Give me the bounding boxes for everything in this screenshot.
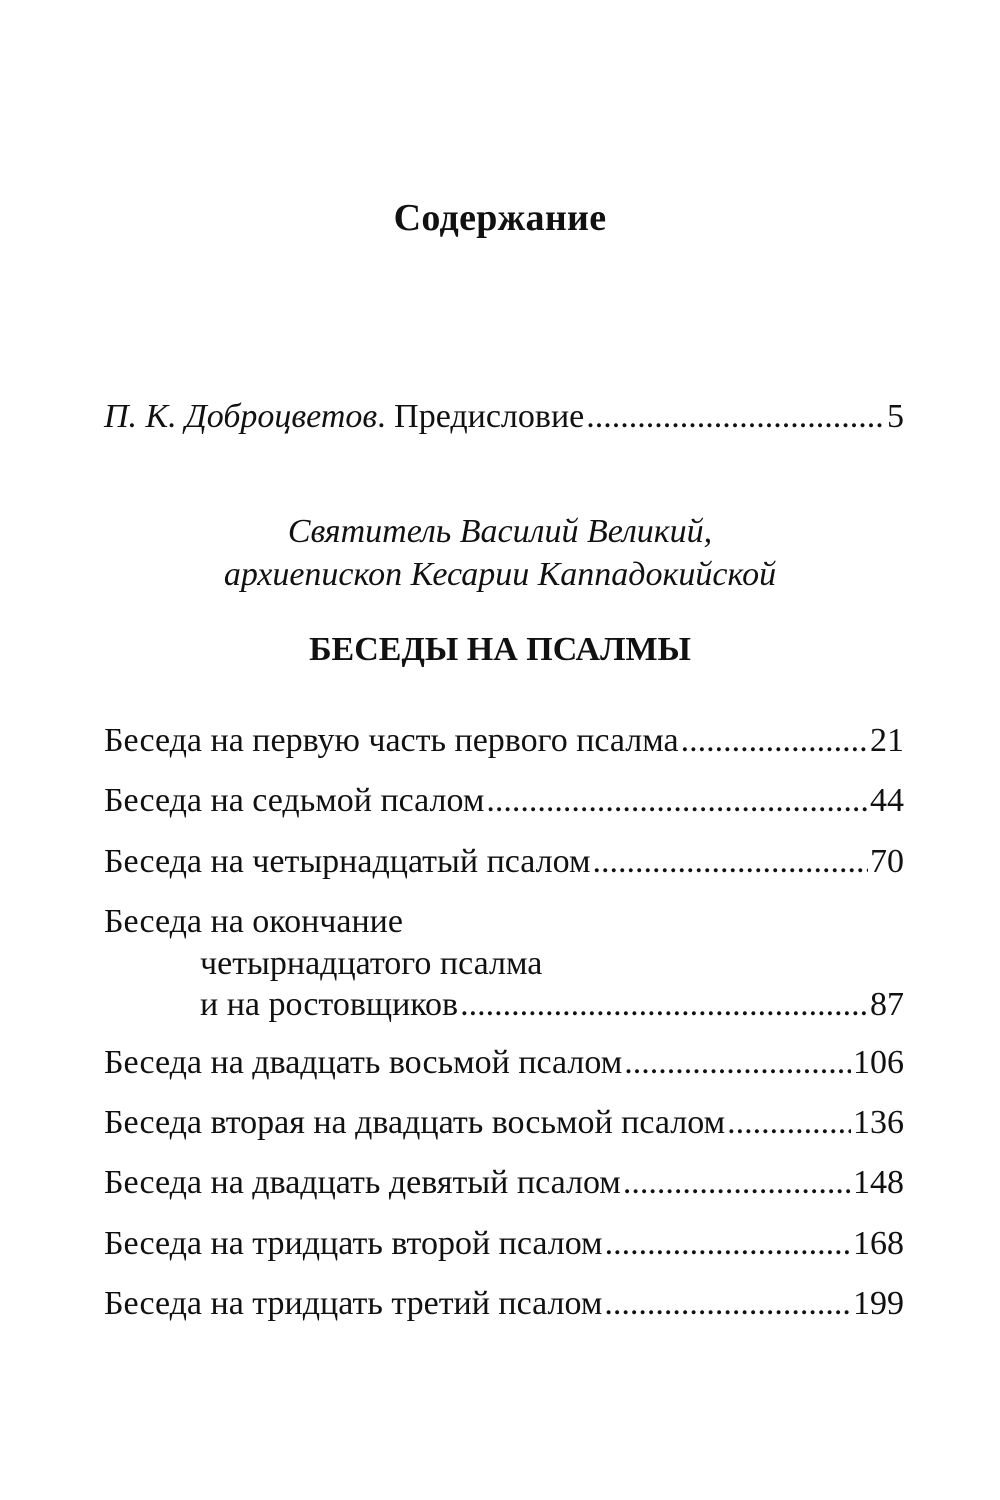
entry-label: Беседа на двадцать девятый псалом: [104, 1164, 621, 1201]
section-heading: БЕСЕДЫ НА ПСАЛМЫ: [309, 631, 691, 668]
page-number: 136: [853, 1104, 904, 1141]
page-number: 5: [887, 398, 904, 435]
page-number: 70: [870, 843, 904, 880]
entry-label-line-3: и на ростовщиков: [200, 986, 459, 1023]
entry-label-line-2: четырнадцатого псалма: [200, 945, 543, 982]
toc-entry[interactable]: [104, 1222, 904, 1266]
page-number: 21: [870, 722, 904, 759]
preface-separator: .: [377, 398, 395, 435]
dot-leader: [623, 1161, 851, 1205]
page-number: 199: [853, 1285, 904, 1322]
author-line-1: Святитель Василий Великий,: [287, 513, 713, 550]
dot-leader: [681, 719, 868, 763]
toc-entry[interactable]: [104, 1041, 904, 1085]
toc-entry[interactable]: [104, 779, 904, 823]
dot-leader: [624, 1041, 851, 1085]
page-number: 44: [870, 782, 904, 819]
dot-leader: [727, 1101, 851, 1145]
page-title: Содержание: [393, 197, 607, 239]
toc-entry[interactable]: [104, 840, 904, 884]
author-line-2: архиепископ Кесарии Каппадокийской: [223, 556, 777, 593]
dot-leader: [586, 395, 885, 439]
entry-label: Беседа на первую часть первого псалма: [104, 722, 679, 759]
dot-leader: [605, 1222, 851, 1266]
toc-entry-preface[interactable]: [104, 395, 904, 439]
entry-label: Беседа на четырнадцатый псалом: [104, 843, 591, 880]
toc-entry[interactable]: [104, 1161, 904, 1205]
page-number: 106: [853, 1044, 904, 1081]
entry-label-line-1: Беседа на окончание: [104, 903, 403, 940]
preface-label: Предисловие: [394, 398, 585, 435]
author-block: [0, 510, 1000, 596]
toc-entry[interactable]: [104, 719, 904, 763]
toc-entry[interactable]: [200, 983, 904, 1027]
page-number: 168: [853, 1225, 904, 1262]
dot-leader: [604, 1282, 851, 1326]
entry-label: Беседа на двадцать восьмой псалом: [104, 1044, 623, 1081]
entry-label: Беседа на тридцать третий псалом: [104, 1285, 603, 1322]
dot-leader: [460, 983, 868, 1027]
page-number: 87: [870, 986, 904, 1023]
toc-entry[interactable]: [104, 1101, 904, 1145]
page-number: 148: [853, 1164, 904, 1201]
entry-label: Беседа вторая на двадцать восьмой псалом: [104, 1104, 726, 1141]
entry-label: Беседа на тридцать второй псалом: [104, 1225, 603, 1262]
entry-label: Беседа на седьмой псалом: [104, 782, 485, 819]
preface-author: П. К. Доброцветов: [104, 398, 378, 435]
dot-leader: [593, 840, 869, 884]
dot-leader: [486, 779, 868, 823]
toc-entry[interactable]: [104, 1282, 904, 1326]
